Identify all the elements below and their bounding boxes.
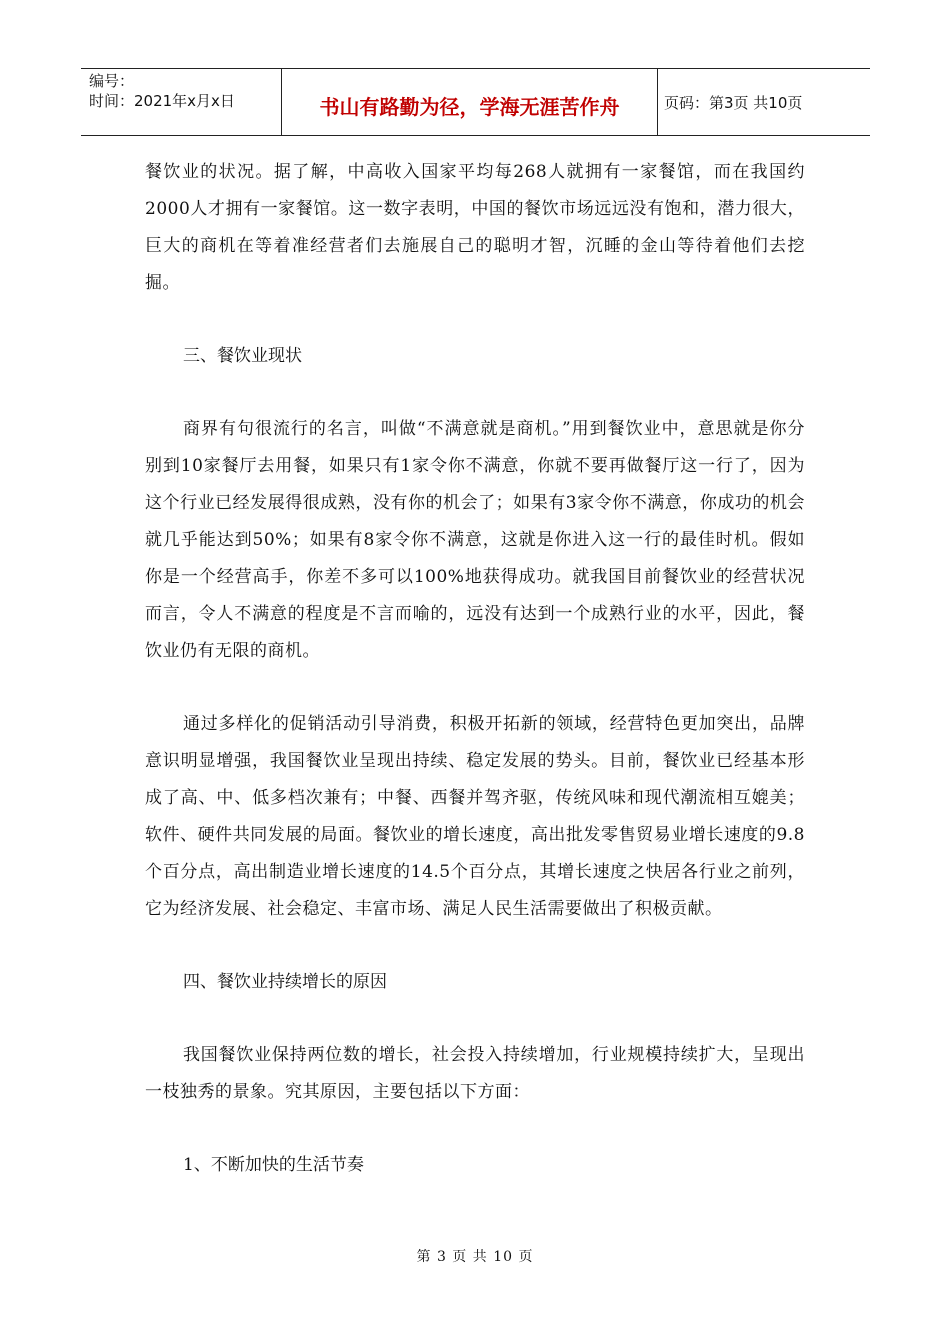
header-motto-cell (282, 69, 658, 135)
header-meta (81, 69, 282, 135)
document-number-label: 编号： (89, 72, 135, 90)
header-page-info: 页码：第3页 共10页 (664, 93, 803, 112)
section-heading-3: 三、餐饮业现状 (183, 346, 302, 366)
paragraph-dining-status: 餐饮业的状况。据了解，中高收入国家平均每268人就拥有一家餐馆，而在我国约2000人才拥有一家餐馆。这一数字表明，中国的餐饮市场远远没有饱和，潜力很大，巨大的商机在等着准经营者们去施展自己的聪明才智，沉睡的金山等待着他们去挖掘。 (145, 162, 805, 293)
paragraph-growth-reasons: 我国餐饮业保持两位数的增长，社会投入持续增加，行业规模持续扩大，呈现出一枝独秀的景象。究其原因，主要包括以下方面： (145, 1045, 805, 1102)
page-footer: 第 3 页 共 10 页 (416, 1249, 534, 1265)
page-header (81, 68, 870, 136)
section-heading-4: 四、餐饮业持续增长的原因 (183, 972, 387, 992)
header-motto: 书山有路勤为径，学海无涯苦作舟 (319, 94, 620, 119)
header-page-info-cell (658, 69, 870, 135)
paragraph-industry-development: 通过多样化的促销活动引导消费，积极开拓新的领域，经营特色更加突出，品牌意识明显增强，我国餐饮业呈现出持续、稳定发展的势头。目前，餐饮业已经基本形成了高、中、低多档次兼有；中餐、西餐并驾齐驱，传统风味和现代潮流相互媲美；软件、硬件共同发展的局面。餐饮业的增长速度，高出批发零售贸易业增长速度的9.8个百分点，高出制造业增长速度的14.5个百分点，其增长速度之快居各行业之前列，它为经济发展、社会稳定、丰富市场、满足人民生活需要做出了积极贡献。 (145, 714, 805, 919)
document-body (145, 154, 805, 1220)
document-date: 时间：2021年x月x日 (89, 92, 235, 110)
paragraph-business-opportunity: 商界有句很流行的名言，叫做“不满意就是商机。”用到餐饮业中，意思就是你分别到10家餐厅去用餐，如果只有1家令你不满意，你就不要再做餐厅这一行了，因为这个行业已经发展得很成熟，没有你的机会了；如果有3家令你不满意，你成功的机会就几乎能达到50%；如果有8家令你不满意，这就是你进入这一行的最佳时机。假如你是一个经营高手，你差不多可以100%地获得成功。就我国目前餐饮业的经营状况而言，令人不满意的程度是不言而喻的，远没有达到一个成熟行业的水平，因此，餐饮业仍有无限的商机。 (145, 419, 805, 661)
subsection-heading-1: 1、不断加快的生活节奏 (183, 1155, 364, 1175)
